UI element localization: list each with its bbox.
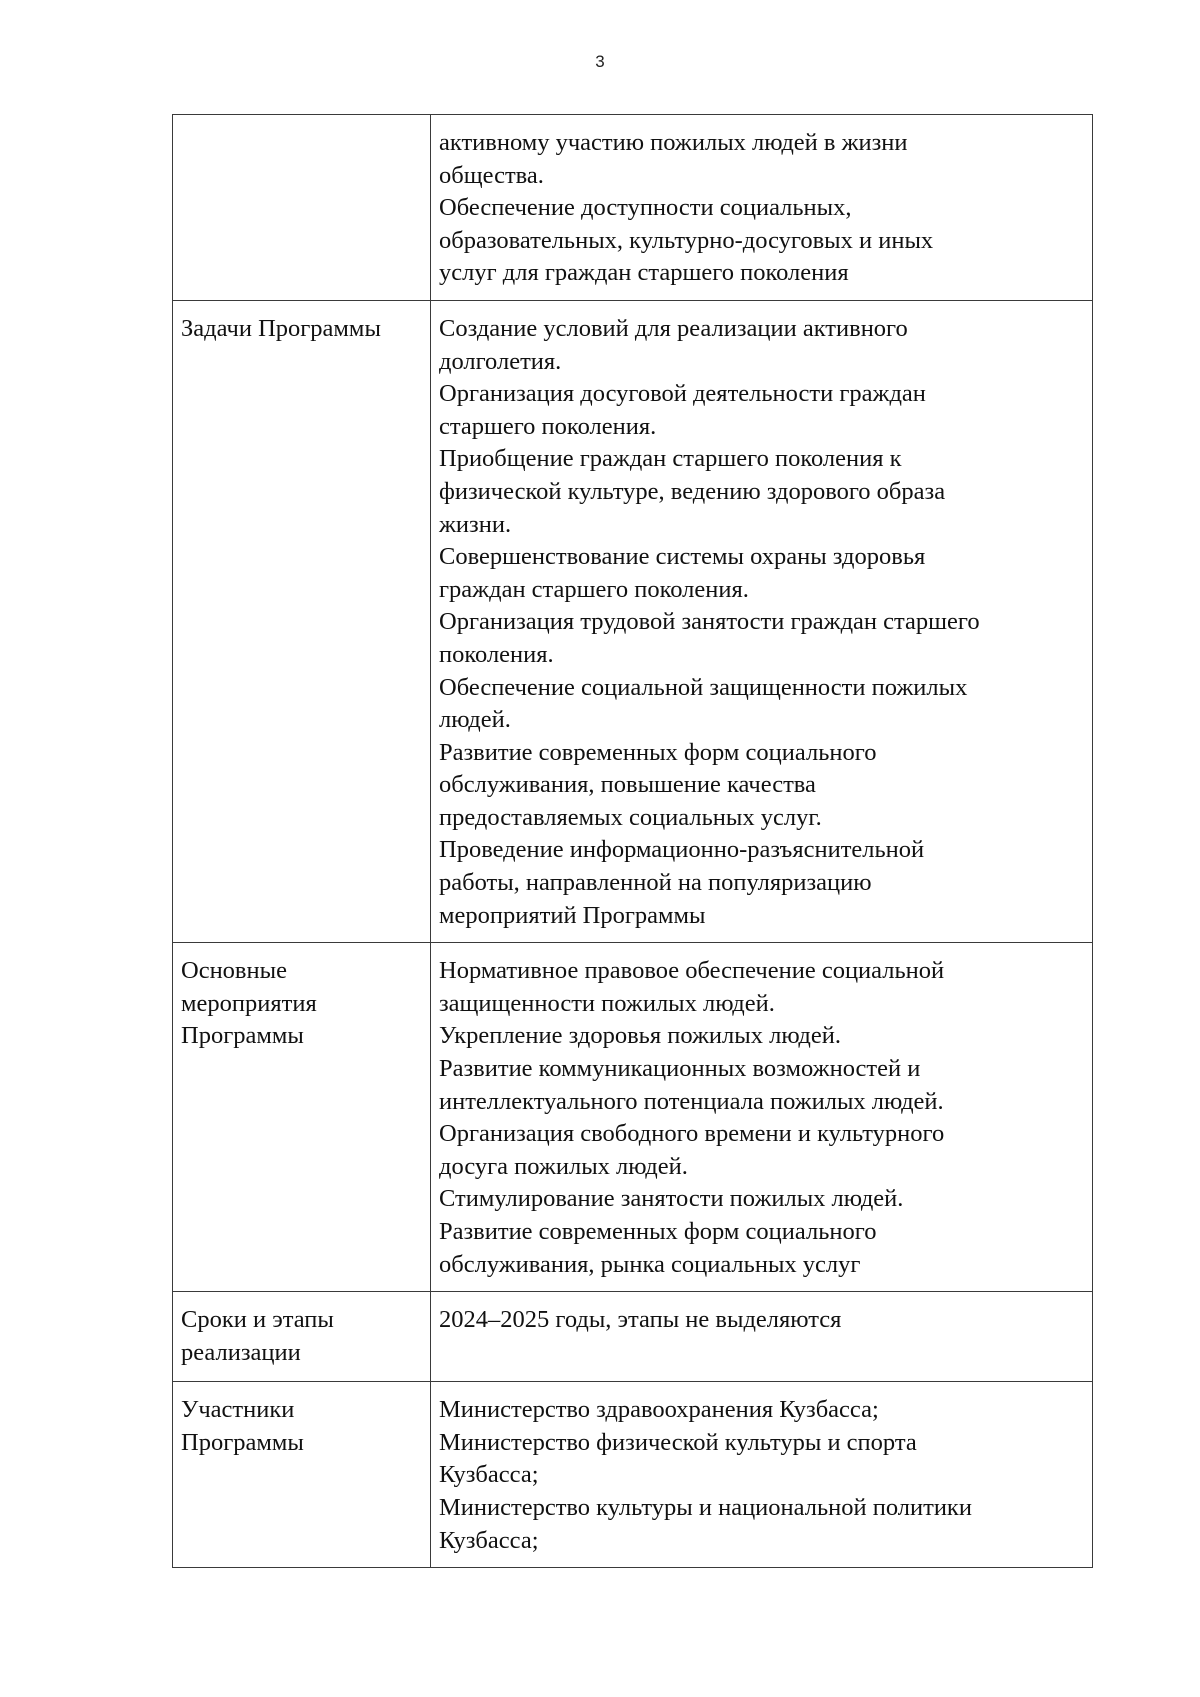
content-line: Кузбасса; — [439, 1461, 539, 1489]
content-line: Обеспечение социальной защищенности пожилых — [439, 673, 968, 701]
content-line: Создание условий для реализации активного — [439, 314, 908, 342]
content-line: досуга пожилых людей. — [439, 1152, 688, 1180]
content-line: общества. — [439, 161, 544, 189]
content-line: физической культуре, ведению здорового образа — [439, 477, 946, 505]
content-line: людей. — [439, 706, 511, 734]
label-line: Сроки и этапы — [181, 1306, 334, 1334]
content-line: обслуживания, повышение качества — [439, 771, 816, 799]
content-line: Развитие коммуникационных возможностей и — [439, 1055, 921, 1083]
row-label-timing — [173, 1292, 431, 1382]
row-label-empty — [173, 115, 431, 301]
content-line: активному участию пожилых людей в жизни — [439, 129, 908, 156]
table-row-main-activities — [173, 943, 1093, 1292]
content-line: граждан старшего поколения. — [439, 575, 749, 603]
content-line: Министерство физической культуры и спорта — [439, 1428, 917, 1456]
table-row-timing — [173, 1292, 1093, 1382]
table-row-tasks — [173, 300, 1093, 942]
row-content-participants — [431, 1382, 1093, 1568]
content-line: поколения. — [439, 640, 554, 668]
content-line: Министерство здравоохранения Кузбасса; — [439, 1396, 879, 1424]
content-line: Стимулирование занятости пожилых людей. — [439, 1185, 904, 1213]
row-label-main-activities — [173, 943, 431, 1292]
content-line: услуг для граждан старшего поколения — [439, 259, 849, 287]
content-line: интеллектуального потенциала пожилых людей. — [439, 1087, 944, 1115]
row-content-timing — [431, 1292, 1093, 1382]
content-line: Министерство культуры и национальной политики — [439, 1493, 972, 1521]
label-line: Программы — [181, 1022, 304, 1050]
content-line: Организация свободного времени и культурного — [439, 1120, 945, 1148]
label-line: Задачи Программы — [181, 314, 381, 342]
page-number: 3 — [595, 52, 605, 71]
content-line: Приобщение граждан старшего поколения к — [439, 445, 902, 473]
content-line: долголетия. — [439, 347, 562, 375]
content-line: Развитие современных форм социального — [439, 1218, 877, 1245]
content-line: Кузбасса; — [439, 1526, 539, 1554]
row-content-goal — [431, 115, 1093, 301]
label-line: Участники — [181, 1396, 295, 1424]
content-line: предоставляемых социальных услуг. — [439, 803, 822, 831]
content-line: Организация досуговой деятельности граждан — [439, 380, 926, 408]
content-line: 2024–2025 годы, этапы не выделяются — [439, 1306, 842, 1334]
content-line: Проведение информационно-разъяснительной — [439, 836, 925, 864]
content-line: Нормативное правовое обеспечение социальной — [439, 957, 945, 985]
row-content-tasks — [431, 300, 1093, 942]
table-row-goal-continuation — [173, 115, 1093, 301]
label-line: мероприятия — [181, 989, 317, 1017]
program-passport-table — [172, 114, 1093, 1568]
content-line: Организация трудовой занятости граждан старшего — [439, 608, 980, 636]
row-label-tasks — [173, 300, 431, 942]
content-line: работы, направленной на популяризацию — [439, 869, 872, 897]
content-line: Обеспечение доступности социальных, — [439, 194, 852, 222]
content-line: мероприятий Программы — [439, 901, 706, 929]
content-line: жизни. — [439, 510, 512, 538]
label-line: реализации — [181, 1338, 301, 1366]
content-line: образовательных, культурно-досуговых и иных — [439, 226, 934, 254]
label-line: Основные — [181, 957, 287, 985]
content-line: Укрепление здоровья пожилых людей. — [439, 1022, 841, 1050]
row-label-participants — [173, 1382, 431, 1568]
content-line: Развитие современных форм социального — [439, 738, 877, 766]
table-row-participants — [173, 1382, 1093, 1568]
content-line: обслуживания, рынка социальных услуг — [439, 1250, 861, 1278]
content-line: Совершенствование системы охраны здоровья — [439, 543, 926, 571]
label-line: Программы — [181, 1428, 304, 1456]
content-line: старшего поколения. — [439, 412, 657, 440]
content-line: защищенности пожилых людей. — [439, 989, 775, 1017]
row-content-main-activities — [431, 943, 1093, 1292]
